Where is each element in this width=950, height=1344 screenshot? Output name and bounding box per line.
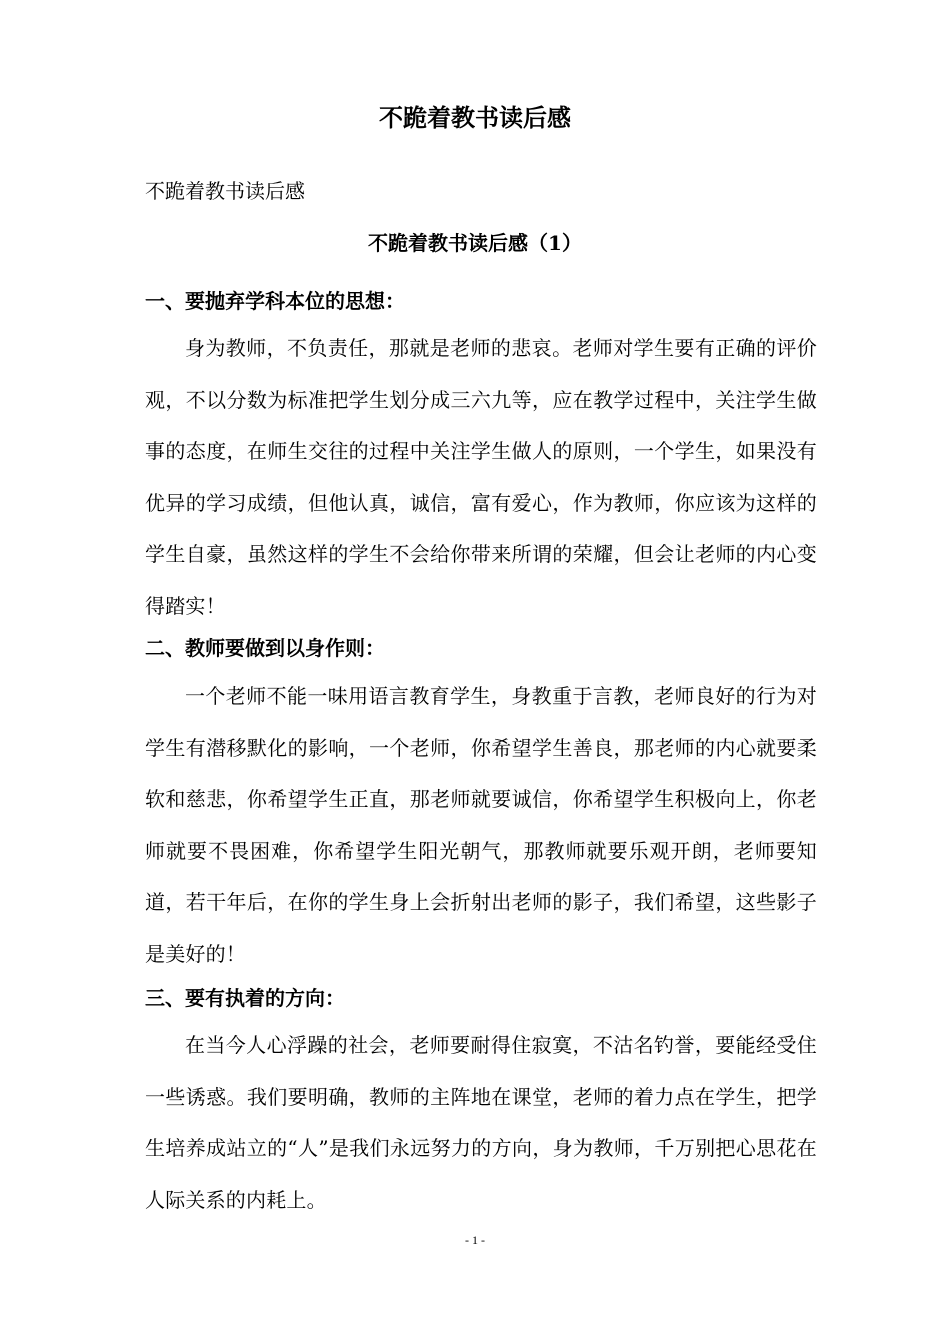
section-paragraph-2: 一个老师不能一味用语言教育学生，身教重于言教，老师良好的行为对学生有潜移默化的影响，一个老师，你希望学生善良，那老师的内心就要柔软和慈悲，你希望学生正直，那老师就要诚信，你希望学生积极向上，你老师就要不畏困难，你希望学生阳光朝气，那教师就要乐观开朗，老师要知道，若干年后，在你的学生身上会折射出老师的影子，我们希望，这些影子是美好的！: [145, 684, 817, 966]
section-title: 不跪着教书读后感（1）: [368, 231, 582, 255]
document-subtitle: 不跪着教书读后感: [145, 179, 305, 203]
page-number: - 1 -: [465, 1233, 485, 1247]
section-paragraph-1: 身为教师，不负责任，那就是老师的悲哀。老师对学生要有正确的评价观，不以分数为标准把学生划分成三六九等，应在教学过程中，关注学生做事的态度，在师生交往的过程中关注学生做人的原则，一个学生，如果没有优异的学习成绩，但他认真，诚信，富有爱心，作为教师，你应该为这样的学生自豪，虽然这样的学生不会给你带来所谓的荣耀，但会让老师的内心变得踏实！: [145, 336, 817, 618]
section-heading-1: 一、要抛弃学科本位的思想：: [145, 289, 405, 313]
section-paragraph-3: 在当今人心浮躁的社会，老师要耐得住寂寞，不沽名钓誉，要能经受住一些诱惑。我们要明确，教师的主阵地在课堂，老师的着力点在学生，把学生培养成站立的“人”是我们永远努力的方向，身为教师，千万别把心思花在人际关系的内耗上。: [145, 1033, 817, 1212]
section-heading-3: 三、要有执着的方向：: [145, 986, 345, 1010]
document-title: 不跪着教书读后感: [379, 103, 571, 132]
section-heading-2: 二、教师要做到以身作则：: [145, 636, 385, 660]
